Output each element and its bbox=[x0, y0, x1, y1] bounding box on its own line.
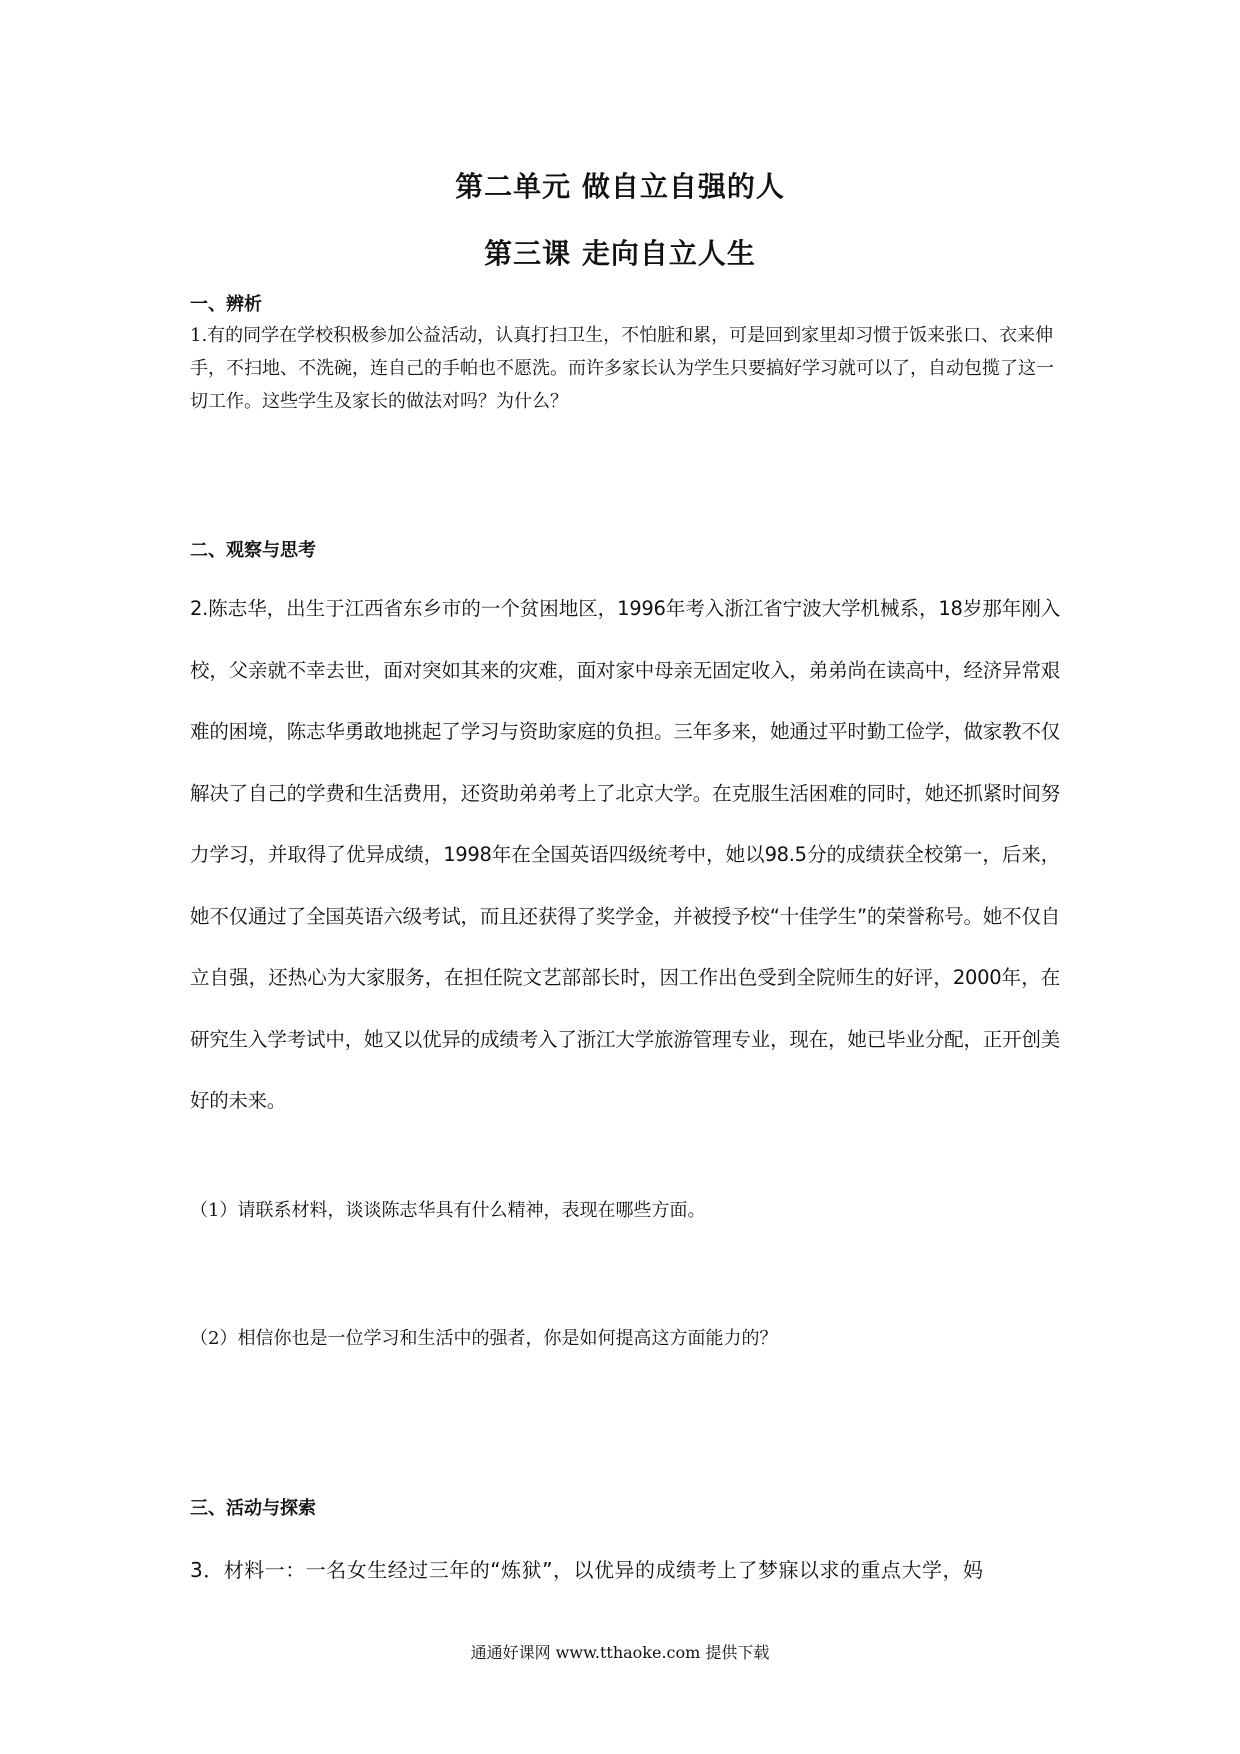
unit-title: 第二单元 做自立自强的人 bbox=[455, 170, 785, 203]
question-2-sub-2: （2）相信你也是一位学习和生活中的强者，你是如何提高这方面能力的？ bbox=[190, 1328, 778, 1349]
question-1-text: 1.有的同学在学校积极参加公益活动，认真打扫卫生，不怕脏和累，可是回到家里却习惯于饭来张口、衣来伸手，不扫地、不洗碗，连自己的手帕也不愿洗。而许多家长认为学生只要搞好学习就可以了，自动包揽了这一切工作。这些学生及家长的做法对吗？为什么？ bbox=[190, 325, 1054, 412]
question-2-material: 2.陈志华，出生于江西省东乡市的一个贫困地区，1996年考入浙江省宁波大学机械系，18岁那年刚入校，父亲就不幸去世，面对突如其来的灾难，面对家中母亲无固定收入，弟弟尚在读高中，经济异常艰难的困境，陈志华勇敢地挑起了学习与资助家庭的负担。三年多来，她通过平时勤工俭学，做家教不仅解决了自己的学费和生活费用，还资助弟弟考上了北京大学。在克服生活困难的同时，她还抓紧时间努力学习，并取得了优异成绩，1998年在全国英语四级统考中，她以98.5分的成绩获全校第一，后来，她不仅通过了全国英语六级考试，而且还获得了奖学金，并被授予校“十佳学生”的荣誉称号。她不仅自立自强，还热心为大家服务，在担任院文艺部部长时，因工作出色受到全院师生的好评，2000年，在研究生入学考试中，她又以优异的成绩考入了浙江大学旅游管理专业，现在，她已毕业分配，正开创美好的未来。 bbox=[190, 597, 1060, 1112]
section-heading-activity-explore: 三、活动与探索 bbox=[190, 1498, 316, 1519]
question-3-material: 3．材料一：一名女生经过三年的“炼狱”，以优异的成绩考上了梦寐以求的重点大学，妈 bbox=[190, 1558, 984, 1582]
question-2-sub-1: （1）请联系材料，谈谈陈志华具有什么精神，表现在哪些方面。 bbox=[190, 1200, 706, 1221]
lesson-title: 第三课 走向自立人生 bbox=[484, 237, 756, 270]
section-heading-analysis: 一、辨析 bbox=[190, 294, 262, 315]
page-footer: 通通好课网 www.tthaoke.com 提供下载 bbox=[470, 1643, 770, 1662]
section-heading-observe-think: 二、观察与思考 bbox=[190, 540, 316, 561]
